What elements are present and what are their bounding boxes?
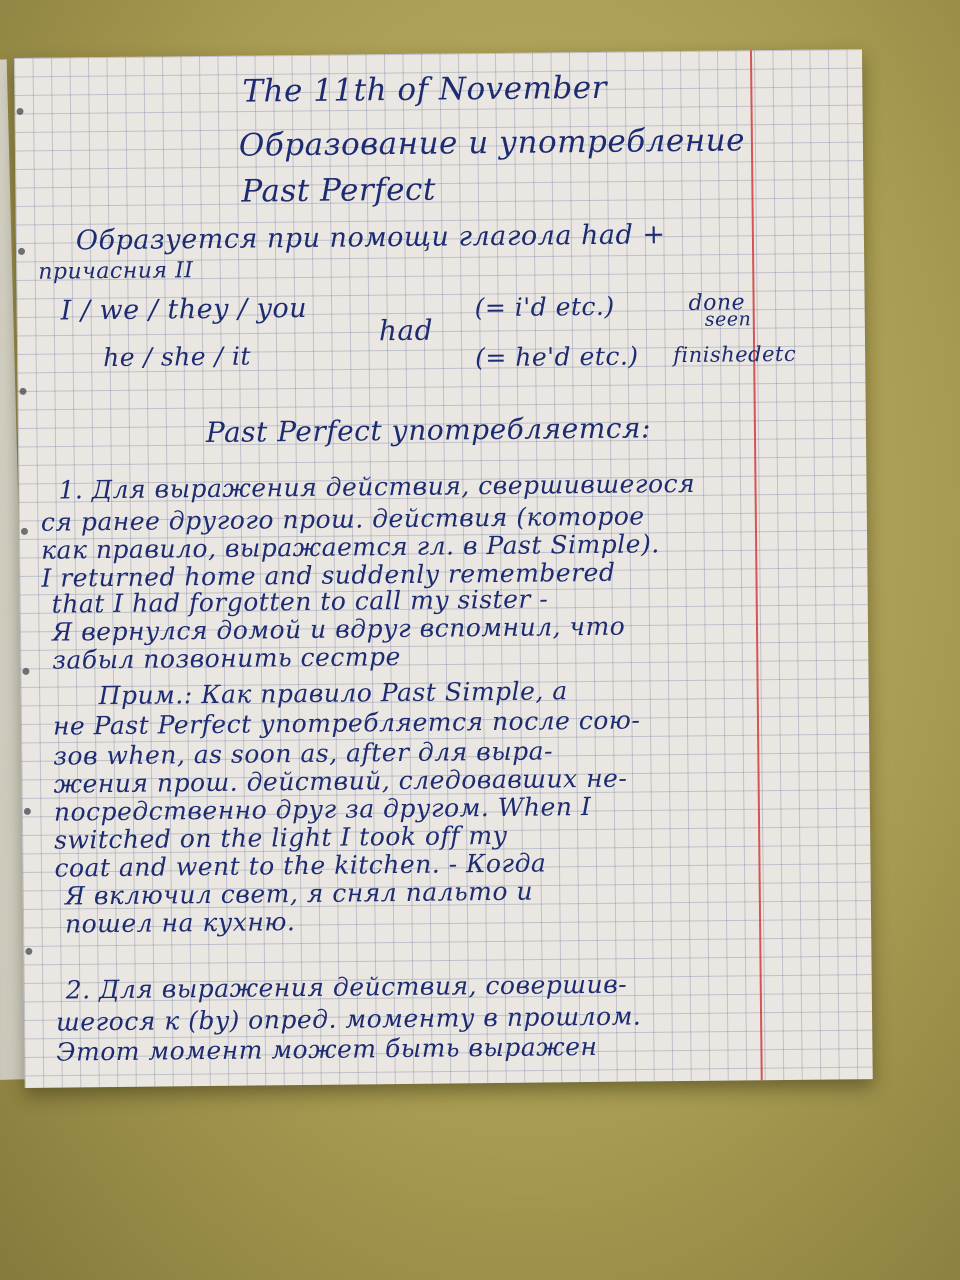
note-line: switched on the light I took off my (54, 820, 508, 855)
contraction-row-2: (= he'd etc.) (475, 341, 639, 373)
note-line: пошел на кухню. (64, 907, 296, 939)
note-line: зов when, as soon as, after для выра- (53, 736, 554, 771)
title-line-2: Past Perfect (241, 171, 437, 210)
binding-hole (22, 668, 29, 675)
note-line: жения прош. действий, следовавших не- (53, 763, 628, 799)
participle-seen: seen (704, 308, 752, 331)
subjects-row-1: I / we / they / you (60, 292, 308, 327)
rule1-line: 1. Для выражения действия, свершившегося (58, 468, 696, 505)
usage-heading: Past Perfect употребляется: (205, 411, 652, 450)
notebook-page (14, 49, 873, 1088)
formation-line-1: Образуется при помощи глагола had + (75, 219, 666, 257)
rule2-line: Этот момент может быть выражен (56, 1031, 598, 1067)
rule1-line: Я вернулся домой и вдруг вспомнил, что (51, 611, 626, 647)
subjects-row-2: he / she / it (102, 341, 252, 373)
note-line: Прим.: Как правило Past Simple, а (98, 676, 568, 711)
auxiliary-had: had (378, 313, 434, 348)
rule1-line: I returned home and suddenly remembered (41, 557, 616, 593)
rule1-line: ся ранее другого прош. действия (которое (40, 501, 645, 537)
contraction-row-1: (= i'd etc.) (474, 291, 615, 323)
binding-hole (19, 388, 26, 395)
binding-hole (21, 528, 28, 535)
note-line: coat and went to the kitchen. - Когда (54, 848, 547, 883)
participle-done: done (688, 290, 746, 316)
binding-hole (24, 808, 31, 815)
binding-hole (17, 108, 24, 115)
rule2-line: 2. Для выражения действия, совершив- (65, 969, 628, 1005)
rule1-line: that I had forgotten to call my sister - (51, 584, 549, 619)
note-line: не Past Perfect употребляется после сою- (52, 705, 641, 741)
rule1-line: как правило, выражается гл. в Past Simple). (41, 529, 660, 565)
rule1-line: забыл позвонить сестре (52, 641, 402, 675)
binding-hole (25, 948, 32, 955)
date-heading: The 11th of November (242, 69, 608, 110)
formation-line-2: причасния II (38, 258, 194, 285)
note-line: Я включил свет, я снял пальто и (64, 876, 534, 911)
binding-hole (18, 248, 25, 255)
rule2-line: шегося к (by) опред. моменту в прошлом. (55, 1001, 642, 1037)
red-margin-line (750, 50, 763, 1080)
note-line: посредственно друг за другом. When I (53, 791, 592, 827)
participle-finished: finishedetc (673, 341, 797, 368)
title-line-1: Образование и употребление (238, 122, 746, 164)
